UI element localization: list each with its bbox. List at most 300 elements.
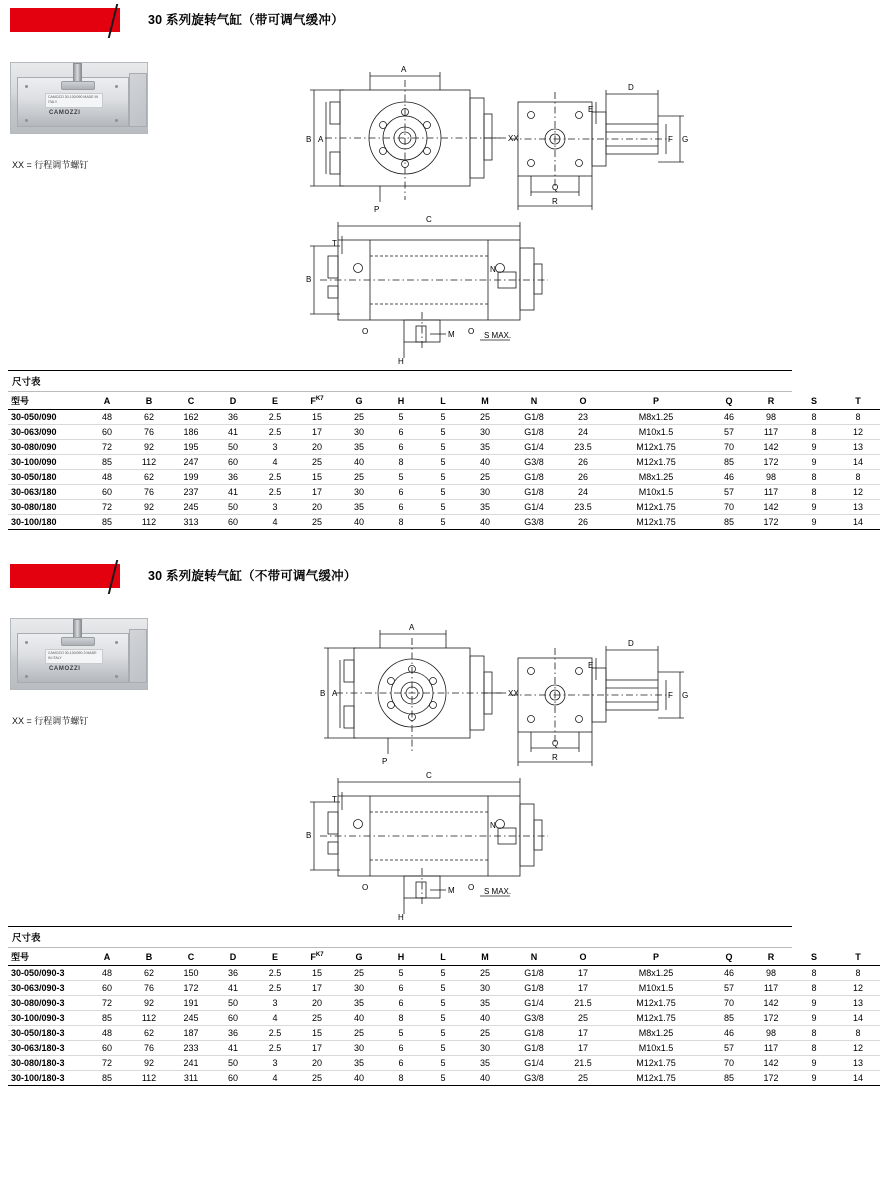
cell-value: 5 bbox=[440, 968, 446, 978]
cell-value: M8x1.25 bbox=[638, 968, 674, 978]
cell-value: 48 bbox=[101, 968, 112, 978]
cell-value: G1/8 bbox=[524, 427, 544, 437]
cell-value: 245 bbox=[183, 1013, 199, 1023]
cell-value: 25 bbox=[353, 1028, 364, 1038]
cell-value: 48 bbox=[101, 412, 112, 422]
svg-text:M: M bbox=[448, 330, 455, 339]
table-row bbox=[8, 515, 880, 530]
cell-value: 8 bbox=[811, 427, 817, 437]
cell-value: 5 bbox=[440, 1058, 446, 1068]
cylinder-end-cap bbox=[129, 73, 147, 127]
cell-value: 72 bbox=[101, 998, 112, 1008]
cell-value: 2.5 bbox=[268, 968, 282, 978]
cell-value: 41 bbox=[227, 983, 238, 993]
section-title: 30 系列旋转气缸（带可调气缓冲） bbox=[148, 13, 344, 27]
cell-value: 172 bbox=[763, 1013, 779, 1023]
svg-text:B: B bbox=[306, 275, 312, 284]
svg-text:Q: Q bbox=[552, 183, 559, 192]
cell-value: 30 bbox=[479, 427, 490, 437]
cell-value: 4 bbox=[272, 1013, 278, 1023]
cell-value: 57 bbox=[723, 983, 734, 993]
cell-value: 17 bbox=[311, 487, 322, 497]
cell-value: 76 bbox=[143, 1043, 154, 1053]
cell-value: 9 bbox=[811, 1073, 817, 1083]
cell-model: 30-063/180 bbox=[11, 487, 57, 497]
cell-model: 30-080/090-3 bbox=[11, 998, 65, 1008]
cell-value: 5 bbox=[440, 983, 446, 993]
col-t: T bbox=[836, 392, 880, 410]
cell-value: 2.5 bbox=[268, 983, 282, 993]
stroke-adjust-note: XX = 行程调节螺钉 bbox=[12, 716, 89, 726]
cell-value: 6 bbox=[398, 442, 404, 452]
svg-text:A: A bbox=[401, 65, 407, 74]
cell-value: 85 bbox=[723, 517, 734, 527]
svg-text:A: A bbox=[332, 689, 338, 698]
col-f bbox=[296, 948, 338, 966]
svg-text:S MAX.: S MAX. bbox=[484, 331, 512, 340]
cell-value: 2.5 bbox=[268, 412, 282, 422]
dimension-table-block-1 bbox=[0, 370, 863, 530]
cell-value: G1/8 bbox=[524, 968, 544, 978]
svg-text:XX: XX bbox=[508, 134, 519, 143]
cell-value: 50 bbox=[227, 442, 238, 452]
cell-value: 5 bbox=[440, 502, 446, 512]
cell-value: 25 bbox=[577, 1013, 588, 1023]
cell-value: 40 bbox=[479, 1013, 490, 1023]
shaft-flange bbox=[61, 637, 95, 646]
col-g: G bbox=[338, 948, 380, 966]
cell-value: 186 bbox=[183, 427, 199, 437]
svg-text:C: C bbox=[426, 771, 432, 780]
col-b: B bbox=[128, 948, 170, 966]
cell-value: 5 bbox=[440, 457, 446, 467]
col-c: C bbox=[170, 392, 212, 410]
dimension-table bbox=[8, 392, 880, 530]
svg-text:G: G bbox=[682, 691, 689, 700]
col-c: C bbox=[170, 948, 212, 966]
shaft-flange bbox=[61, 81, 95, 90]
cell-value: 30 bbox=[479, 983, 490, 993]
cell-value: 8 bbox=[855, 968, 861, 978]
cell-value: 313 bbox=[183, 517, 199, 527]
cell-value: 172 bbox=[763, 517, 779, 527]
cell-value: 50 bbox=[227, 1058, 238, 1068]
cell-value: 5 bbox=[440, 442, 446, 452]
svg-text:B: B bbox=[320, 689, 326, 698]
cell-value: 35 bbox=[353, 998, 364, 1008]
cell-value: 92 bbox=[143, 1058, 154, 1068]
cell-value: M12x1.75 bbox=[636, 1073, 676, 1083]
col-o: O bbox=[562, 948, 604, 966]
cell-value: 112 bbox=[141, 1013, 157, 1023]
cell-value: 46 bbox=[723, 472, 734, 482]
cell-value: 17 bbox=[577, 968, 588, 978]
cell-value: 57 bbox=[723, 487, 734, 497]
col-h: H bbox=[380, 392, 422, 410]
cell-value: M12x1.75 bbox=[636, 998, 676, 1008]
col-f-label: F bbox=[310, 395, 316, 406]
svg-text:E: E bbox=[588, 661, 594, 670]
cell-value: 15 bbox=[311, 1028, 322, 1038]
cell-value: 85 bbox=[723, 1013, 734, 1023]
svg-text:O: O bbox=[362, 883, 369, 892]
cell-value: 41 bbox=[227, 1043, 238, 1053]
cell-value: 14 bbox=[852, 1013, 863, 1023]
cell-value: 5 bbox=[440, 427, 446, 437]
cell-value: 98 bbox=[765, 412, 776, 422]
svg-text:A: A bbox=[409, 623, 415, 632]
cell-value: 117 bbox=[763, 487, 779, 497]
cell-value: 48 bbox=[101, 472, 112, 482]
cell-value: 72 bbox=[101, 502, 112, 512]
cell-value: 30 bbox=[353, 487, 364, 497]
svg-text:S MAX.: S MAX. bbox=[484, 887, 512, 896]
table-row bbox=[8, 996, 880, 1011]
cell-value: M12x1.75 bbox=[636, 1058, 676, 1068]
cell-value: 241 bbox=[183, 1058, 199, 1068]
cell-value: M8x1.25 bbox=[638, 472, 674, 482]
cell-value: 9 bbox=[811, 1058, 817, 1068]
cell-value: 17 bbox=[577, 983, 588, 993]
table-row bbox=[8, 485, 880, 500]
col-q: Q bbox=[708, 948, 750, 966]
cell-value: 237 bbox=[183, 487, 199, 497]
cell-model: 30-050/180 bbox=[11, 472, 57, 482]
cell-value: G1/8 bbox=[524, 1028, 544, 1038]
cell-value: G3/8 bbox=[524, 1013, 544, 1023]
cell-value: 40 bbox=[353, 457, 364, 467]
col-l: L bbox=[422, 948, 464, 966]
cell-value: 62 bbox=[143, 472, 154, 482]
cell-value: 60 bbox=[101, 487, 112, 497]
cell-value: 92 bbox=[143, 998, 154, 1008]
cell-value: 25 bbox=[311, 517, 322, 527]
cell-value: 6 bbox=[398, 998, 404, 1008]
col-e: E bbox=[254, 948, 296, 966]
cell-value: 9 bbox=[811, 457, 817, 467]
product-photo bbox=[10, 62, 148, 134]
table-row bbox=[8, 1056, 880, 1071]
cell-value: 23 bbox=[577, 412, 588, 422]
product-label: CAMOZZI 30-100/090-3 MADE IN ITALY bbox=[45, 649, 103, 664]
table-row bbox=[8, 440, 880, 455]
cell-value: 76 bbox=[143, 983, 154, 993]
cell-value: 195 bbox=[183, 442, 199, 452]
svg-text:Q: Q bbox=[552, 739, 559, 748]
col-m: M bbox=[464, 948, 506, 966]
cell-value: 46 bbox=[723, 412, 734, 422]
cell-value: 13 bbox=[852, 502, 863, 512]
cell-value: 4 bbox=[272, 517, 278, 527]
brand-mark: CAMOZZI bbox=[49, 666, 81, 672]
svg-text:A: A bbox=[318, 135, 324, 144]
cell-model: 30-050/180-3 bbox=[11, 1028, 65, 1038]
cell-value: 26 bbox=[577, 517, 588, 527]
cell-value: 17 bbox=[311, 1043, 322, 1053]
cell-value: 8 bbox=[398, 517, 404, 527]
svg-text:F: F bbox=[668, 135, 673, 144]
cell-model: 30-080/090 bbox=[11, 442, 57, 452]
cell-value: 25 bbox=[311, 1073, 322, 1083]
table-caption: 尺寸表 bbox=[8, 370, 792, 392]
cell-value: 46 bbox=[723, 968, 734, 978]
cell-value: 60 bbox=[227, 517, 238, 527]
cell-value: 5 bbox=[440, 998, 446, 1008]
cell-value: 233 bbox=[183, 1043, 199, 1053]
cell-value: M8x1.25 bbox=[638, 1028, 674, 1038]
cell-value: 2.5 bbox=[268, 1043, 282, 1053]
cell-value: 60 bbox=[101, 983, 112, 993]
cell-value: 2.5 bbox=[268, 427, 282, 437]
col-t: T bbox=[836, 948, 880, 966]
cell-value: 112 bbox=[141, 517, 157, 527]
cell-value: 62 bbox=[143, 1028, 154, 1038]
cell-value: 62 bbox=[143, 412, 154, 422]
svg-text:H: H bbox=[398, 357, 404, 366]
cell-value: 9 bbox=[811, 517, 817, 527]
cell-value: 76 bbox=[143, 427, 154, 437]
cell-value: 25 bbox=[479, 472, 490, 482]
cell-value: 35 bbox=[353, 1058, 364, 1068]
table-header-row bbox=[8, 392, 880, 410]
cell-value: 4 bbox=[272, 1073, 278, 1083]
cell-value: 35 bbox=[479, 1058, 490, 1068]
col-s: S bbox=[792, 948, 836, 966]
accent-bar bbox=[10, 8, 120, 32]
table-row bbox=[8, 425, 880, 440]
cell-value: 8 bbox=[811, 472, 817, 482]
cell-value: 41 bbox=[227, 487, 238, 497]
cell-value: 98 bbox=[765, 472, 776, 482]
table-row bbox=[8, 1071, 880, 1086]
cell-value: 9 bbox=[811, 442, 817, 452]
col-f-superscript: K7 bbox=[315, 951, 324, 958]
cell-value: 4 bbox=[272, 457, 278, 467]
col-a: A bbox=[86, 392, 128, 410]
col-e: E bbox=[254, 392, 296, 410]
cell-value: 15 bbox=[311, 472, 322, 482]
cell-value: 40 bbox=[353, 1073, 364, 1083]
cell-value: M12x1.75 bbox=[636, 1013, 676, 1023]
cell-value: 98 bbox=[765, 1028, 776, 1038]
cell-value: 5 bbox=[398, 1028, 404, 1038]
cell-value: 76 bbox=[143, 487, 154, 497]
cell-value: 70 bbox=[723, 1058, 734, 1068]
cell-value: 60 bbox=[227, 1013, 238, 1023]
cell-value: 172 bbox=[183, 983, 199, 993]
col-p: P bbox=[604, 948, 708, 966]
cell-value: M10x1.5 bbox=[638, 427, 674, 437]
cell-value: 70 bbox=[723, 998, 734, 1008]
col-model: 型号 bbox=[8, 392, 86, 410]
svg-text:P: P bbox=[382, 757, 388, 766]
cell-value: 8 bbox=[855, 1028, 861, 1038]
cell-value: 60 bbox=[227, 1073, 238, 1083]
cell-value: 112 bbox=[141, 1073, 157, 1083]
cell-model: 30-100/180 bbox=[11, 517, 57, 527]
svg-text:M: M bbox=[448, 886, 455, 895]
cell-model: 30-063/090-3 bbox=[11, 983, 65, 993]
cell-value: G1/8 bbox=[524, 983, 544, 993]
cell-value: 20 bbox=[311, 1058, 322, 1068]
cell-value: 3 bbox=[272, 998, 278, 1008]
cell-value: 92 bbox=[143, 442, 154, 452]
col-l: L bbox=[422, 392, 464, 410]
col-p: P bbox=[604, 392, 708, 410]
cell-value: 30 bbox=[479, 487, 490, 497]
cell-value: 6 bbox=[398, 983, 404, 993]
svg-text:T: T bbox=[332, 239, 337, 248]
cell-value: 17 bbox=[311, 983, 322, 993]
svg-text:O: O bbox=[468, 327, 475, 336]
cell-value: 5 bbox=[440, 487, 446, 497]
cell-value: 35 bbox=[353, 502, 364, 512]
cell-value: 311 bbox=[183, 1073, 199, 1083]
col-h: H bbox=[380, 948, 422, 966]
svg-text:N: N bbox=[490, 265, 496, 274]
cell-value: 40 bbox=[479, 517, 490, 527]
cell-value: 117 bbox=[763, 983, 779, 993]
cell-value: 15 bbox=[311, 968, 322, 978]
cell-value: 172 bbox=[763, 457, 779, 467]
cell-value: 9 bbox=[811, 1013, 817, 1023]
cell-value: 50 bbox=[227, 998, 238, 1008]
stroke-adjust-note: XX = 行程调节螺钉 bbox=[12, 160, 89, 170]
cell-value: 25 bbox=[479, 412, 490, 422]
cell-value: 6 bbox=[398, 487, 404, 497]
technical-drawing bbox=[270, 50, 790, 375]
col-d: D bbox=[212, 948, 254, 966]
table-body-2 bbox=[8, 966, 880, 1086]
cell-value: 85 bbox=[723, 1073, 734, 1083]
cell-value: 48 bbox=[101, 1028, 112, 1038]
svg-text:B: B bbox=[306, 135, 312, 144]
cell-value: 70 bbox=[723, 502, 734, 512]
cell-value: 5 bbox=[398, 412, 404, 422]
cell-value: 142 bbox=[763, 998, 779, 1008]
brand-mark: CAMOZZI bbox=[49, 110, 81, 116]
cell-value: 5 bbox=[398, 968, 404, 978]
accent-bar bbox=[10, 564, 120, 588]
table-row bbox=[8, 1026, 880, 1041]
col-model: 型号 bbox=[8, 948, 86, 966]
cell-value: 2.5 bbox=[268, 487, 282, 497]
cell-value: 85 bbox=[101, 1073, 112, 1083]
cell-value: 5 bbox=[440, 1043, 446, 1053]
cell-value: 46 bbox=[723, 1028, 734, 1038]
cell-value: 25 bbox=[311, 1013, 322, 1023]
dimension-table bbox=[8, 948, 880, 1086]
cell-value: 41 bbox=[227, 427, 238, 437]
cell-value: 25 bbox=[577, 1073, 588, 1083]
cell-value: 8 bbox=[855, 412, 861, 422]
cell-value: G1/4 bbox=[524, 998, 544, 1008]
svg-text:O: O bbox=[468, 883, 475, 892]
svg-text:H: H bbox=[398, 913, 404, 922]
cell-value: 247 bbox=[183, 457, 199, 467]
cell-value: M12x1.75 bbox=[636, 517, 676, 527]
cell-value: 5 bbox=[440, 1013, 446, 1023]
cell-value: 20 bbox=[311, 442, 322, 452]
col-r: R bbox=[750, 392, 792, 410]
cell-value: 92 bbox=[143, 502, 154, 512]
svg-text:B: B bbox=[306, 831, 312, 840]
cell-value: 60 bbox=[101, 1043, 112, 1053]
cell-value: 17 bbox=[577, 1043, 588, 1053]
table-row bbox=[8, 470, 880, 485]
cell-value: 20 bbox=[311, 998, 322, 1008]
section-header-1 bbox=[0, 0, 800, 40]
cell-value: G3/8 bbox=[524, 1073, 544, 1083]
cell-value: 30 bbox=[479, 1043, 490, 1053]
table-row bbox=[8, 410, 880, 425]
cell-value: 21.5 bbox=[574, 1058, 592, 1068]
col-r: R bbox=[750, 948, 792, 966]
cell-value: 2.5 bbox=[268, 472, 282, 482]
cell-value: 30 bbox=[353, 983, 364, 993]
cell-value: M12x1.75 bbox=[636, 502, 676, 512]
cell-model: 30-050/090 bbox=[11, 412, 57, 422]
table-row bbox=[8, 966, 880, 981]
cell-model: 30-050/090-3 bbox=[11, 968, 65, 978]
cell-value: 14 bbox=[852, 457, 863, 467]
cell-value: G1/4 bbox=[524, 1058, 544, 1068]
table-row bbox=[8, 981, 880, 996]
cell-value: 12 bbox=[852, 427, 863, 437]
cell-value: 142 bbox=[763, 1058, 779, 1068]
cell-value: 3 bbox=[272, 442, 278, 452]
cell-value: 26 bbox=[577, 457, 588, 467]
cell-value: 191 bbox=[183, 998, 199, 1008]
cell-value: G3/8 bbox=[524, 517, 544, 527]
cell-value: 6 bbox=[398, 1058, 404, 1068]
section-header-2 bbox=[0, 556, 800, 596]
table-row bbox=[8, 500, 880, 515]
cell-value: 35 bbox=[479, 998, 490, 1008]
cell-value: 25 bbox=[353, 472, 364, 482]
table-row bbox=[8, 1041, 880, 1056]
cell-value: 8 bbox=[811, 983, 817, 993]
cell-value: 23.5 bbox=[574, 442, 592, 452]
cell-value: 12 bbox=[852, 1043, 863, 1053]
cell-value: 14 bbox=[852, 517, 863, 527]
cell-value: G1/8 bbox=[524, 1043, 544, 1053]
cell-model: 30-063/090 bbox=[11, 427, 57, 437]
cell-value: 25 bbox=[353, 968, 364, 978]
cell-value: 12 bbox=[852, 487, 863, 497]
cell-value: M12x1.75 bbox=[636, 457, 676, 467]
cell-value: 6 bbox=[398, 427, 404, 437]
cell-value: 150 bbox=[183, 968, 199, 978]
cell-value: 17 bbox=[311, 427, 322, 437]
cell-value: 36 bbox=[227, 1028, 238, 1038]
cell-value: 17 bbox=[577, 1028, 588, 1038]
cell-value: 40 bbox=[479, 1073, 490, 1083]
cell-value: 2.5 bbox=[268, 1028, 282, 1038]
cell-value: 36 bbox=[227, 968, 238, 978]
cell-value: 85 bbox=[101, 1013, 112, 1023]
cell-value: 5 bbox=[398, 472, 404, 482]
cell-model: 30-100/090 bbox=[11, 457, 57, 467]
cell-value: 85 bbox=[723, 457, 734, 467]
cell-value: 8 bbox=[811, 968, 817, 978]
cell-value: 72 bbox=[101, 442, 112, 452]
cell-value: 30 bbox=[353, 1043, 364, 1053]
figure-block-1 bbox=[0, 40, 800, 370]
cell-value: 5 bbox=[440, 472, 446, 482]
table-row bbox=[8, 455, 880, 470]
cell-value: 142 bbox=[763, 502, 779, 512]
